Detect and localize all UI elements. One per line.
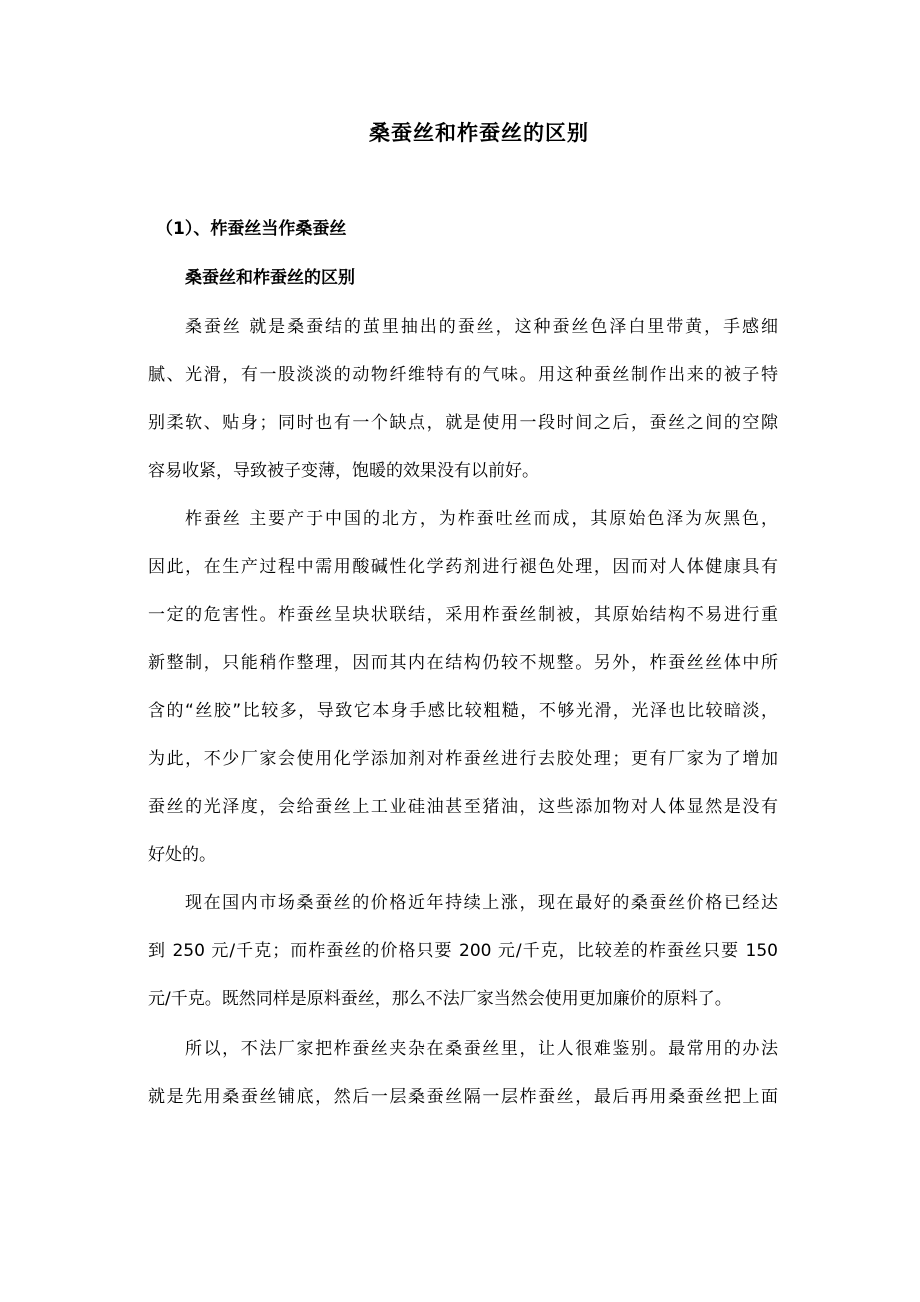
paragraph-line: 含的“丝胶”比较多，导致它本身手感比较粗糙，不够光滑，光泽也比较暗淡，	[148, 701, 778, 721]
paragraph-line: 到 250 元/千克；而柞蚕丝的价格只要 200 元/千克，比较差的柞蚕丝只要 150	[148, 941, 778, 961]
paragraph-line: 为此，不少厂家会使用化学添加剂对柞蚕丝进行去胶处理；更有厂家为了增加	[148, 749, 778, 769]
paragraph-line: 好处的。	[148, 845, 216, 865]
paragraph-line: 腻、光滑，有一股淡淡的动物纤维特有的气味。用这种蚕丝制作出来的被子特	[148, 365, 778, 385]
paragraph-line: 所以，不法厂家把柞蚕丝夹杂在桑蚕丝里，让人很难鉴别。最常用的办法	[185, 1039, 778, 1059]
paragraph-line: 桑蚕丝 就是桑蚕结的茧里抽出的蚕丝，这种蚕丝色泽白里带黄，手感细	[185, 317, 778, 337]
subheading: 桑蚕丝和柞蚕丝的区别	[185, 268, 355, 288]
paragraph-line: 新整制，只能稍作整理，因而其内在结构仍较不规整。另外，柞蚕丝丝体中所	[148, 653, 778, 673]
paragraph-line: 容易收紧，导致被子变薄，饱暖的效果没有以前好。	[148, 461, 539, 481]
paragraph-line: 柞蚕丝 主要产于中国的北方，为柞蚕吐丝而成，其原始色泽为灰黑色，	[185, 509, 778, 529]
paragraph-line: 别柔软、贴身；同时也有一个缺点，就是使用一段时间之后，蚕丝之间的空隙	[148, 413, 778, 433]
paragraph-line: 现在国内市场桑蚕丝的价格近年持续上涨，现在最好的桑蚕丝价格已经达	[185, 893, 778, 913]
paragraph-line: 一定的危害性。柞蚕丝呈块状联结，采用柞蚕丝制被，其原始结构不易进行重	[148, 605, 778, 625]
paragraph-line: 蚕丝的光泽度，会给蚕丝上工业硅油甚至猪油，这些添加物对人体显然是没有	[148, 797, 778, 817]
document-title: 桑蚕丝和柞蚕丝的区别	[369, 121, 589, 145]
paragraph-line: 就是先用桑蚕丝铺底，然后一层桑蚕丝隔一层柞蚕丝，最后再用桑蚕丝把上面	[148, 1087, 778, 1107]
paragraph-line: 因此，在生产过程中需用酸碱性化学药剂进行褪色处理，因而对人体健康具有	[148, 557, 778, 577]
paragraph-line: 元/千克。既然同样是原料蚕丝，那么不法厂家当然会使用更加廉价的原料了。	[148, 989, 732, 1009]
section-heading: （1）、柞蚕丝当作桑蚕丝	[156, 219, 347, 239]
